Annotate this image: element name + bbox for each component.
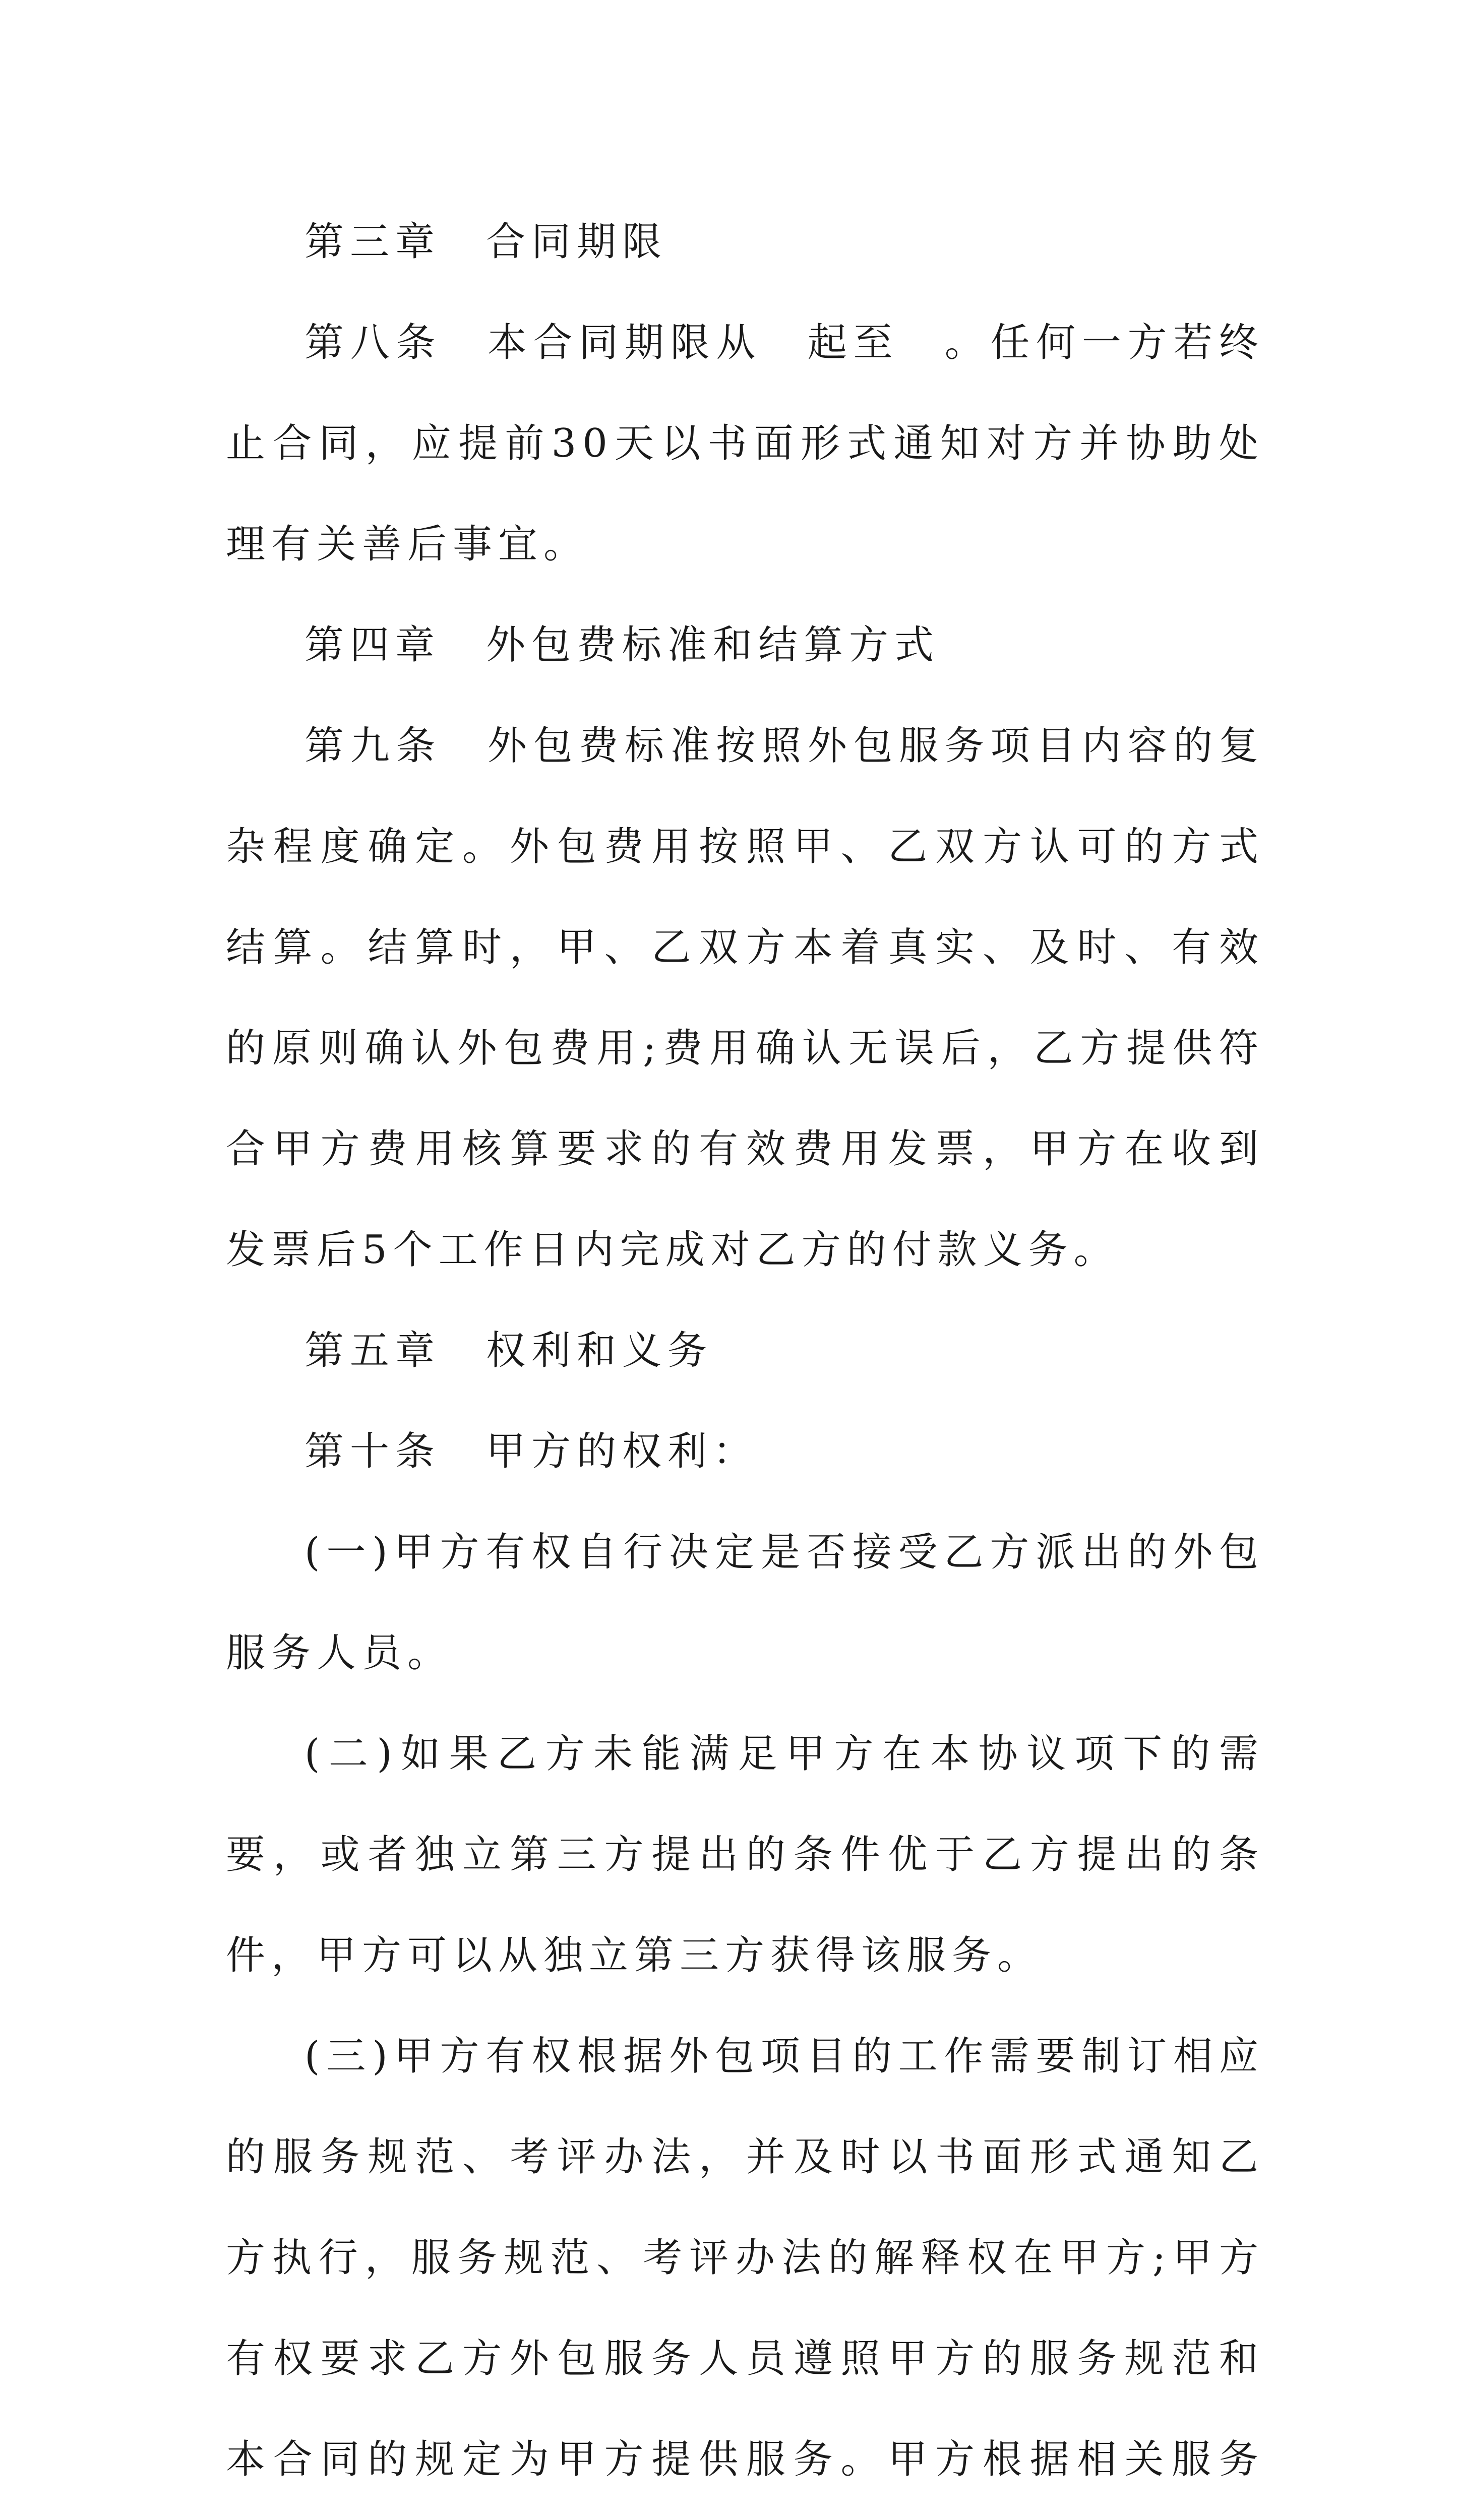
article-10-heading: 第十条 甲方的权利： bbox=[305, 1429, 759, 1474]
document-body bbox=[226, 192, 1264, 2520]
article-10-item-3: (三)甲方有权根据外包项目的工作需要制订相应的服务规范、考评办法，并及时以书面形式通知乙方执行，服务规范、考评办法的解释权在甲方;甲方有权要求乙方外包服务人员遵照甲方的服务规范和本合同的规定为甲方提供服务。甲方根据相关服务 bbox=[226, 2034, 1264, 2482]
article-10-item-1: (一)甲方有权自行决定是否接受乙方派出的外包服务人员。 bbox=[226, 1530, 1264, 1676]
article-9-paragraph: 第九条 外包费标准按照外包服务项目内容的复杂程度确定。外包费用按照甲、乙双方认可的方式结算。结算时，甲、乙双方本着真实、及时、有效的原则确认外包费用;费用确认无误后，乙方提供符合甲方费用核算要求的有效费用发票，甲方在收到发票后5个工作日内完成对乙方的付款义务。 bbox=[226, 723, 1264, 1273]
article-8-paragraph: 第八条 本合同期限从 起至 。任何一方若终止合同，应提前30天以书面形式通知对方并协助处理有关善后事宜。 bbox=[226, 320, 1264, 567]
chapter-4-heading: 第四章 外包费标准和结算方式 bbox=[305, 622, 940, 668]
chapter-3-heading: 第三章 合同期限 bbox=[305, 219, 668, 265]
article-10-item-2: (二)如果乙方未能满足甲方在本协议项下的需要，或者独立第三方提出的条件优于乙方提出的条件，甲方可以从独立第三方获得该服务。 bbox=[226, 1731, 1264, 1978]
chapter-5-heading: 第五章 权利和义务 bbox=[305, 1328, 713, 1373]
